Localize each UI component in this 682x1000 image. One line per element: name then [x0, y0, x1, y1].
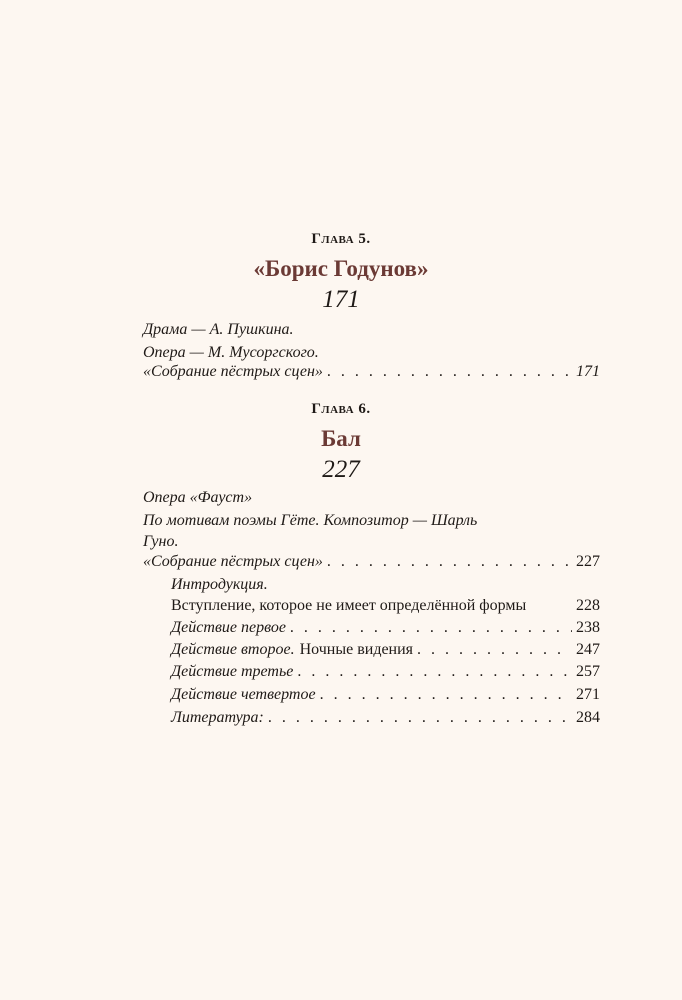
chapter-6-title: Бал: [321, 426, 361, 451]
toc-item-act-2[interactable]: [171, 639, 600, 660]
chapter-5-label: Глава 5.: [311, 231, 371, 247]
dot-leader: [290, 617, 572, 638]
toc-item-page: 228: [576, 597, 600, 614]
chapter-6-collection-entry[interactable]: [143, 551, 600, 572]
dot-leader: [297, 661, 572, 682]
toc-item-label: Действие четвертое: [171, 686, 316, 703]
chapter-6-opera-line: Опера «Фауст»: [143, 489, 253, 506]
chapter-6-label: Глава 6.: [311, 401, 371, 417]
chapter-6-collection-page: 227: [576, 553, 600, 570]
toc-item-label: Действие второе.: [171, 641, 295, 658]
toc-item-page: 271: [576, 686, 600, 703]
dot-leader: [320, 684, 572, 705]
toc-item-label: Литература:: [171, 709, 264, 726]
chapter-6-motives-line-1: По мотивам поэмы Гёте. Композитор — Шарль: [143, 512, 478, 529]
toc-item-label: Действие третье: [171, 663, 294, 680]
toc-item-page: 247: [576, 641, 600, 658]
toc-item-overture[interactable]: [171, 595, 600, 616]
chapter-6-heading: [0, 401, 682, 485]
toc-item-label: Вступление, которое не имеет определённой формы: [171, 597, 527, 614]
chapter-5-opera-line: Опера — М. Мусоргского.: [143, 344, 319, 361]
chapter-6-collection-label: «Собрание пёстрых сцен»: [143, 553, 323, 570]
chapter-5-collection-entry[interactable]: [143, 361, 600, 382]
chapter-5-drama-line: Драма — А. Пушкина.: [143, 321, 294, 338]
toc-item-page: 284: [576, 709, 600, 726]
toc-item-suffix: Ночные видения: [299, 641, 414, 658]
toc-item-label: Действие первое: [171, 619, 286, 636]
chapter-6-motives-line-2: Гуно.: [143, 533, 179, 550]
toc-item-page: 238: [576, 619, 600, 636]
chapter-5-collection-label: «Собрание пёстрых сцен»: [143, 363, 323, 380]
chapter-5-page: 171: [322, 286, 360, 313]
toc-item-literature[interactable]: [171, 707, 600, 728]
toc-item-introduction: Интродукция.: [171, 576, 268, 593]
dot-leader: [327, 361, 572, 382]
toc-item-act-4[interactable]: [171, 684, 600, 705]
toc-item-page: 257: [576, 663, 600, 680]
chapter-5-collection-page: 171: [576, 363, 600, 380]
dot-leader: [417, 639, 572, 660]
chapter-5-heading: [0, 231, 682, 315]
toc-item-act-3[interactable]: [171, 661, 600, 682]
chapter-6-page: 227: [322, 456, 360, 483]
toc-item-act-1[interactable]: [171, 617, 600, 638]
dot-leader: [268, 707, 572, 728]
dot-leader: [327, 551, 572, 572]
chapter-5-title: «Борис Годунов»: [253, 256, 429, 281]
